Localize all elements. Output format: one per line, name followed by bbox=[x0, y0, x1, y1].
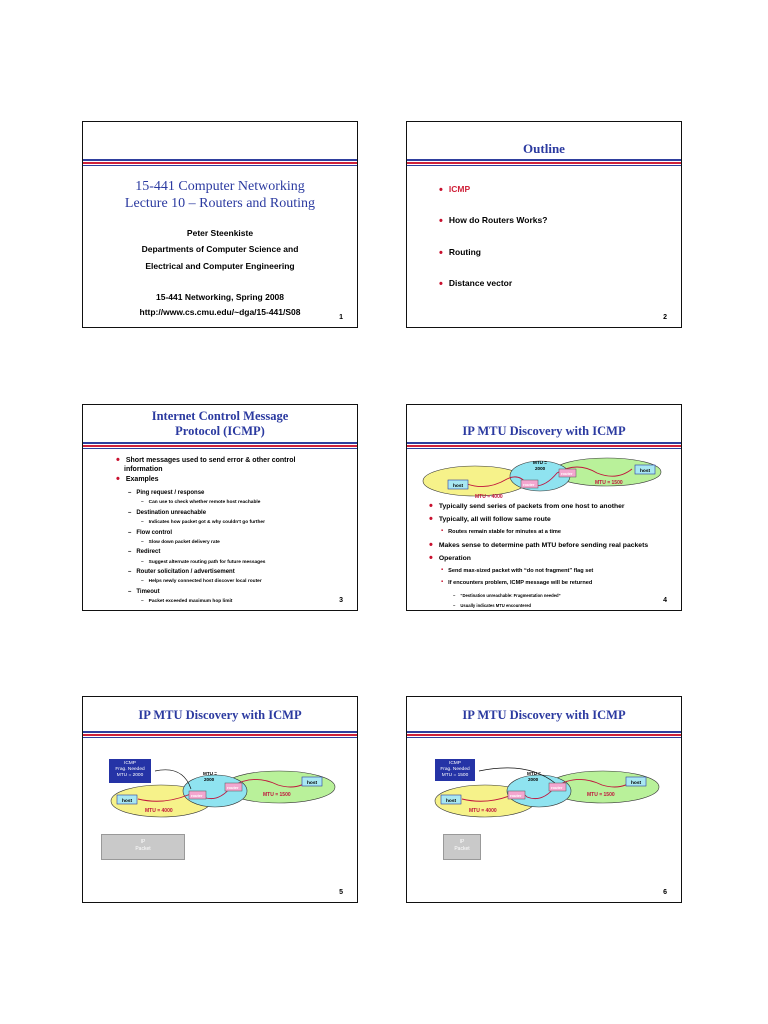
slide-2 bbox=[406, 121, 682, 328]
slide-header-bars bbox=[407, 442, 681, 451]
mtu-left-label: MTU = 4000 bbox=[469, 808, 497, 814]
sub-redirect: – Redirect bbox=[128, 549, 161, 555]
course-name: 15-441 Networking, Spring 2008 bbox=[155, 292, 285, 302]
detail-mtu-encountered: – Usually indicates MTU encountered bbox=[453, 603, 532, 608]
slide-title: 15-441 Computer Networking Lecture 10 – Routers and Routing bbox=[124, 179, 316, 211]
slide-number: 6 bbox=[663, 889, 667, 896]
router-label: router bbox=[510, 793, 522, 798]
host-label: host bbox=[631, 781, 642, 786]
sub-flow-control: – Flow control bbox=[128, 530, 173, 536]
mtu-mid-value: 2000 bbox=[528, 777, 539, 782]
detail-flow-control: – Slow down packet delivery rate bbox=[141, 540, 220, 545]
sub-dest-unreachable: – Destination unreachable bbox=[128, 510, 207, 516]
slide-header-bars bbox=[83, 442, 357, 451]
sub-send-max: ▪ Send max-sized packet with “do not fragment” flag set bbox=[441, 567, 594, 574]
host-label: host bbox=[640, 469, 651, 474]
slide-4 bbox=[406, 404, 682, 611]
ip-packet-box: IP Packet bbox=[101, 834, 185, 860]
mtu-left-label: MTU = 4000 bbox=[475, 494, 503, 500]
router-label: router bbox=[561, 471, 573, 476]
bullet-short-messages-cont: information bbox=[124, 466, 163, 473]
course-url: http://www.cs.cmu.edu/~dga/15-441/S08 bbox=[139, 307, 301, 317]
bullet-same-route: • Typically, all will follow same route bbox=[429, 513, 551, 525]
icmp-message-box: ICMP Frag. Needed MTU = 1500 bbox=[435, 759, 475, 781]
host-label: host bbox=[307, 781, 318, 786]
slide-1 bbox=[82, 121, 358, 328]
host-label: host bbox=[446, 799, 457, 804]
slide-number: 2 bbox=[663, 314, 667, 321]
detail-dest-unreachable: – Indicates how packet got & why couldn't go further bbox=[141, 520, 265, 525]
sub-router-solicitation: – Router solicitation / advertisement bbox=[128, 569, 235, 575]
slide-3 bbox=[82, 404, 358, 611]
sub-icmp-returned: ▪ If encounters problem, ICMP message will be returned bbox=[441, 579, 593, 586]
bullet-icon: ▪ bbox=[441, 528, 444, 534]
department-line-1: Departments of Computer Science and bbox=[141, 244, 299, 254]
slide-title: Internet Control Message Protocol (ICMP) bbox=[151, 409, 289, 438]
host-label: host bbox=[453, 484, 464, 489]
detail-router-solicitation: – Helps newly connected host discover local router bbox=[141, 579, 262, 584]
bullet-examples: • Examples bbox=[116, 473, 159, 485]
sub-timeout: – Timeout bbox=[128, 589, 160, 595]
detail-timeout: – Packet exceeded maximum hop limit bbox=[141, 599, 233, 604]
bullet-icon: ▪ bbox=[441, 579, 444, 585]
slide-title: IP MTU Discovery with ICMP bbox=[462, 708, 626, 722]
bullet-operation: • Operation bbox=[429, 552, 471, 564]
detail-ping: – Can use to check whether remote host reachable bbox=[141, 500, 261, 505]
mtu-right-label: MTU = 1500 bbox=[263, 792, 291, 798]
outline-item-distance-vector: • Distance vector bbox=[439, 278, 513, 290]
bullet-icon: ▪ bbox=[441, 567, 444, 573]
bullet-short-messages: • Short messages used to send error & other control bbox=[116, 454, 296, 466]
detail-redirect: – Suggest alternate routing path for future messages bbox=[141, 560, 266, 565]
author: Peter Steenkiste bbox=[186, 228, 254, 238]
slide-number: 3 bbox=[339, 597, 343, 604]
mtu-network-diagram bbox=[407, 451, 682, 501]
outline-item-icmp: • ICMP bbox=[439, 184, 471, 196]
slide-header-bars bbox=[407, 159, 681, 168]
icmp-message-box: ICMP Frag. Needed MTU = 2000 bbox=[109, 759, 151, 783]
slide-5 bbox=[82, 696, 358, 903]
router-label: router bbox=[227, 785, 239, 790]
outline-item-routers: • How do Routers Works? bbox=[439, 215, 548, 227]
slide-title: IP MTU Discovery with ICMP bbox=[138, 708, 302, 722]
outline-item-routing: • Routing bbox=[439, 247, 481, 259]
host-label: host bbox=[122, 799, 133, 804]
mtu-mid-value: 2000 bbox=[535, 466, 546, 471]
mtu-mid-label: MTU = bbox=[533, 460, 547, 465]
mtu-mid-value: 2000 bbox=[204, 777, 215, 782]
mtu-left-label: MTU = 4000 bbox=[145, 808, 173, 814]
router-label: router bbox=[191, 793, 203, 798]
sub-routes-stable: ▪ Routes remain stable for minutes at a time bbox=[441, 528, 561, 535]
ip-packet-box: IP Packet bbox=[443, 834, 481, 860]
slide-header-bars bbox=[83, 731, 357, 740]
router-label: router bbox=[523, 482, 535, 487]
department-line-2: Electrical and Computer Engineering bbox=[145, 261, 295, 271]
detail-frag-needed: – “Destination unreachable: Fragmentation needed” bbox=[453, 593, 561, 598]
slide-header-bars bbox=[407, 731, 681, 740]
bullet-path-mtu: • Makes sense to determine path MTU before sending real packets bbox=[429, 539, 649, 551]
slide-title: Outline bbox=[523, 141, 565, 156]
slide-title: IP MTU Discovery with ICMP bbox=[462, 424, 626, 438]
slide-number: 5 bbox=[339, 889, 343, 896]
mtu-mid-label: MTU = bbox=[203, 771, 217, 776]
bullet-series: • Typically send series of packets from one host to another bbox=[429, 500, 625, 512]
sub-ping: – Ping request / response bbox=[128, 490, 205, 496]
slide-number: 4 bbox=[663, 597, 667, 604]
mtu-mid-label: MTU = bbox=[527, 771, 541, 776]
slide-header-bars bbox=[83, 159, 357, 168]
slide-number: 1 bbox=[339, 314, 343, 321]
mtu-right-label: MTU = 1500 bbox=[595, 480, 623, 486]
mtu-right-label: MTU = 1500 bbox=[587, 792, 615, 798]
slide-6 bbox=[406, 696, 682, 903]
router-label: router bbox=[551, 785, 563, 790]
